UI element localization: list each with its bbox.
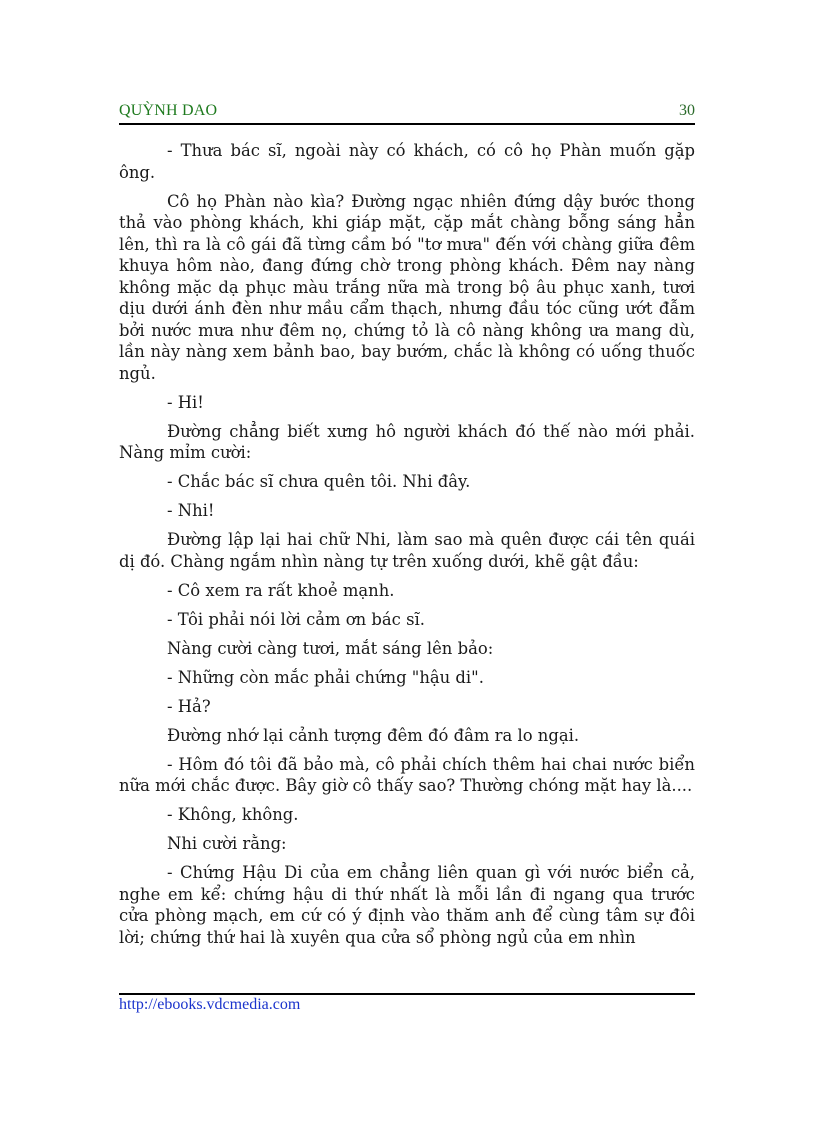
paragraph: - Không, không. xyxy=(167,805,299,824)
paragraph: - Những còn mắc phải chứng "hậu di". xyxy=(167,667,484,687)
paragraph: Đường lập lại hai chữ Nhi, làm sao mà quên được cái tên quái dị đó. Chàng ngắm nhìn nàng tự trên xuống dưới, khẽ gật đầu: xyxy=(119,530,695,571)
page-body xyxy=(119,140,695,956)
footer-website-link[interactable]: http://ebooks.vdcmedia.com xyxy=(119,996,301,1013)
paragraph: - Cô xem ra rất khoẻ mạnh. xyxy=(167,580,395,600)
page-header xyxy=(119,102,695,122)
header-divider xyxy=(119,123,695,125)
paragraph: Nhi cười rằng: xyxy=(167,834,287,853)
paragraph: - Chắc bác sĩ chưa quên tôi. Nhi đây. xyxy=(167,472,471,491)
page-number: 30 xyxy=(679,102,695,119)
paragraph: - Hả? xyxy=(167,696,211,716)
paragraph: Cô họ Phàn nào kìa? Đường ngạc nhiên đứng dậy bước thong thả vào phòng khách, khi giáp mặt, cặp mắt chàng bỗng sáng hẳn lên, thì ra là cô gái đã từng cầm bó "tơ mưa" đến với chàng giữa đêm khuya hôm nào, đang đứng chờ trong phòng khách. Đêm nay nàng không mặc dạ phục màu trắng nữa mà trong bộ âu phục xanh, tươi dịu dưới ánh đèn như mầu cẩm thạch, nhưng đầu tóc cũng ướt đẫm bởi nước mưa như đêm nọ, chứng tỏ là cô nàng không ưa mang dù, lần này nàng xem bảnh bao, bay bướm, chắc là không có uống thuốc ngủ. xyxy=(119,191,695,383)
paragraph: - Tôi phải nói lời cảm ơn bác sĩ. xyxy=(167,609,425,629)
paragraph: Đường nhớ lại cảnh tượng đêm đó đâm ra lo ngại. xyxy=(167,725,580,745)
paragraph: - Hi! xyxy=(167,392,204,412)
paragraph: - Hôm đó tôi đã bảo mà, cô phải chích thêm hai chai nước biển nữa mới chắc được. Bây giờ cô thấy sao? Thường chóng mặt hay là.... xyxy=(119,754,695,795)
paragraph: - Chứng Hậu Di của em chẳng liên quan gì với nước biển cả, nghe em kể: chứng hậu di thứ nhất là mỗi lần đi ngang qua trước cửa phòng mạch, em cứ có ý định vào thăm anh để cùng tâm sự đôi lời; chứng thứ hai là xuyên qua cửa sổ phòng ngủ của em nhìn xyxy=(119,863,695,947)
paragraph: - Nhi! xyxy=(167,501,215,520)
footer-divider xyxy=(119,993,695,995)
paragraph: Đường chẳng biết xưng hô người khách đó thế nào mới phải. Nàng mỉm cười: xyxy=(119,421,695,462)
book-title: QUỲNH DAO xyxy=(119,102,218,119)
paragraph: Nàng cười càng tươi, mắt sáng lên bảo: xyxy=(167,638,494,658)
paragraph: - Thưa bác sĩ, ngoài này có khách, có cô họ Phàn muốn gặp ông. xyxy=(119,141,695,182)
